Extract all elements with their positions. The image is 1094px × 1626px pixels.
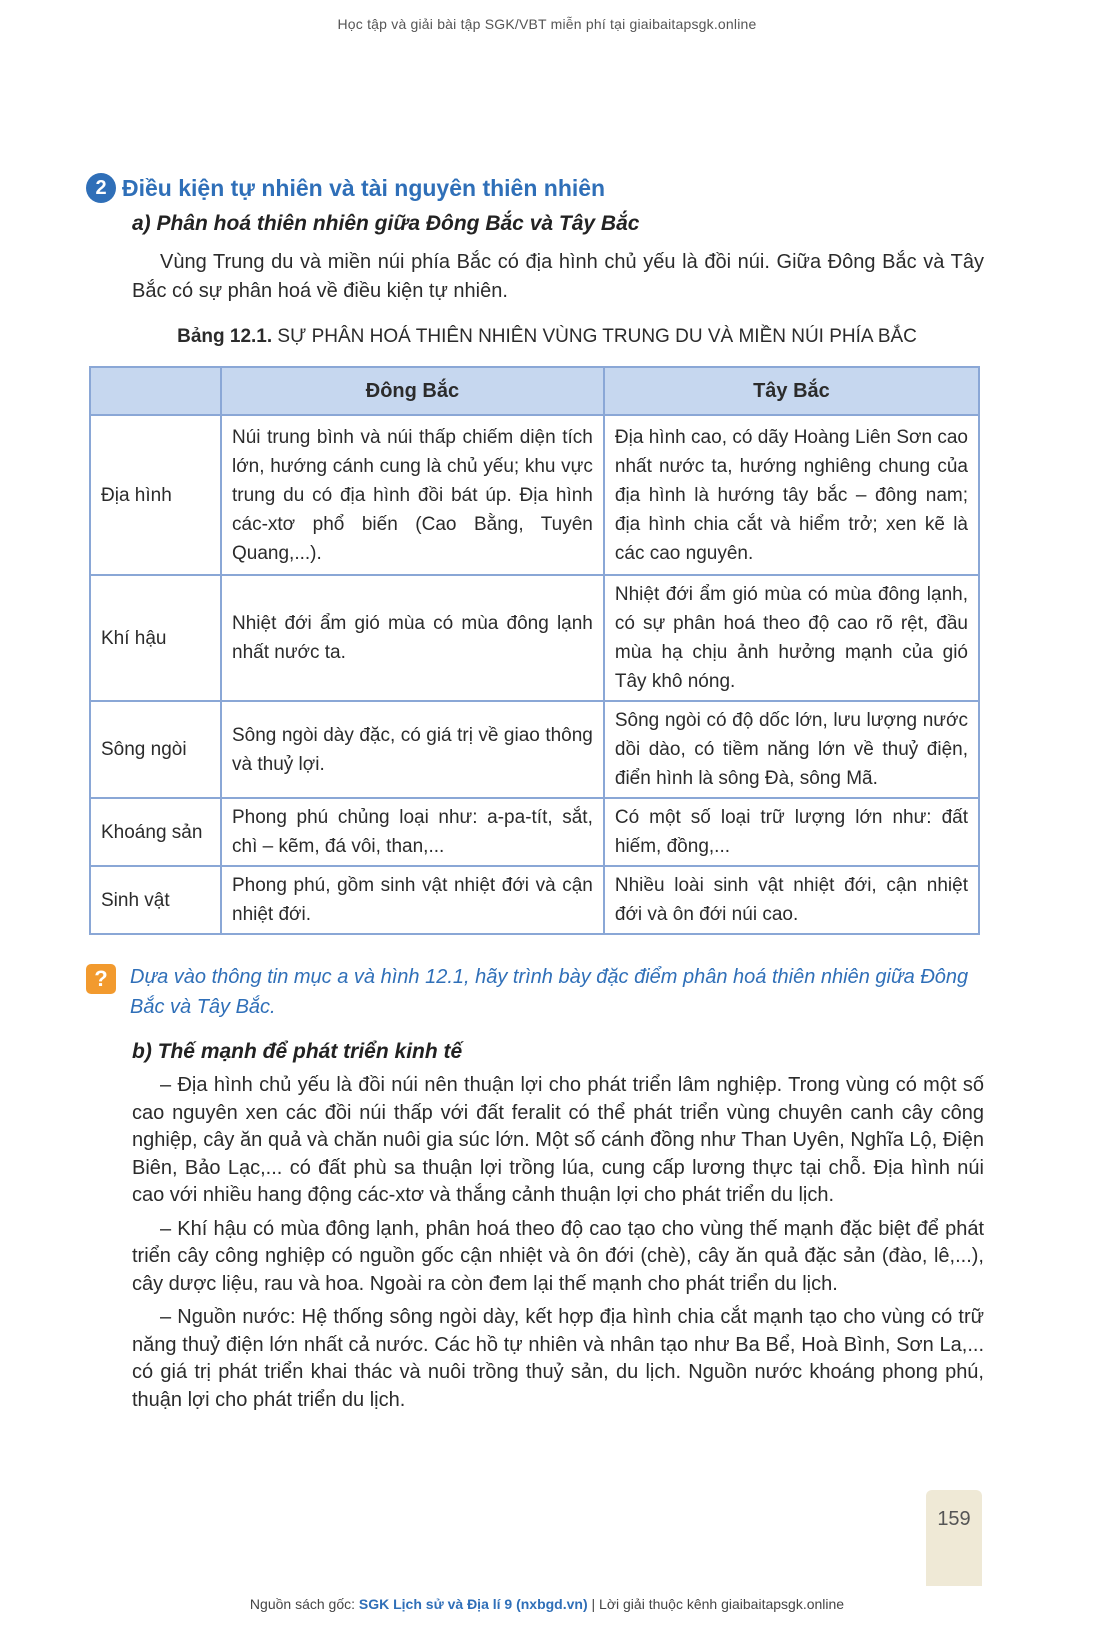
footer-prefix: Nguồn sách gốc: — [249, 1596, 359, 1612]
table-header-dong-bac: Đông Bắc — [221, 367, 604, 415]
strengths-paragraph: – Địa hình chủ yếu là đồi núi nên thuận lợi cho phát triển lâm nghiệp. Trong vùng có một số cao nguyên xen các đồi núi thấp với đất feralit có thể phát triển vùng chuyên canh cây công nghiệp, cây ăn quả và chăn nuôi gia súc lớn. Một số cánh đồng như Than Uyên, Nghĩa Lộ, Điện Biên, Bảo Lạc,... có đất phù sa thuận lợi trồng lúa, cung cấp lương thực tại chỗ. Địa hình núi cao với nhiều hang động các-xtơ và thắng cảnh thuận lợi cho phát triển du lịch. — [132, 1074, 984, 1206]
question-block — [86, 962, 986, 1022]
footer — [0, 1596, 1094, 1612]
table-row — [90, 575, 979, 701]
footer-suffix: | Lời giải thuộc kênh giaibaitapsgk.online — [587, 1596, 845, 1612]
table-row — [90, 701, 979, 798]
subheading-b: b) Thế mạnh để phát triển kinh tế — [132, 1040, 463, 1063]
section-number-badge: 2 — [86, 173, 116, 203]
cell-tay-bac: Sông ngòi có độ dốc lớn, lưu lượng nước dồi dào, có tiềm năng lớn về thuỷ điện, điển hình là sông Đà, sông Mã. — [604, 701, 979, 798]
cell-dong-bac: Phong phú, gồm sinh vật nhiệt đới và cận nhiệt đới. — [221, 866, 604, 934]
cell-dong-bac: Sông ngòi dày đặc, có giá trị về giao thông và thuỷ lợi. — [221, 701, 604, 798]
cell-dong-bac: Núi trung bình và núi thấp chiếm diện tích lớn, hướng cánh cung là chủ yếu; khu vực trung du có địa hình đồi bát úp. Địa hình các-xtơ phổ biến (Cao Bằng, Tuyên Quang,...). — [221, 415, 604, 575]
page-number-tab — [926, 1490, 982, 1586]
table-row — [90, 798, 979, 866]
strengths-paragraph: – Nguồn nước: Hệ thống sông ngòi dày, kết hợp địa hình chia cắt mạnh tạo cho vùng có trữ năng thuỷ điện lớn nhất cả nước. Các hồ tự nhiên và nhân tạo như Ba Bể, Hoà Bình, Sơn La,... có giá trị phát triển khai thác và nuôi trồng thuỷ sản, du lịch. Nguồn nước khoáng phong phú, thuận lợi cho phát triển du lịch. — [132, 1306, 984, 1411]
comparison-table — [89, 366, 980, 935]
row-label: Sông ngòi — [90, 701, 221, 798]
table-caption-number: Bảng 12.1. — [177, 326, 273, 347]
section-header — [86, 170, 986, 206]
cell-tay-bac: Nhiều loài sinh vật nhiệt đới, cận nhiệt đới và ôn đới núi cao. — [604, 866, 979, 934]
page-number: 159 — [937, 1508, 971, 1530]
table-row — [90, 415, 979, 575]
cell-dong-bac: Nhiệt đới ẩm gió mùa có mùa đông lạnh nhất nước ta. — [221, 575, 604, 701]
table-header-empty — [90, 367, 221, 415]
top-note: Học tập và giải bài tập SGK/VBT miễn phí tại giaibaitapsgk.online — [337, 16, 757, 32]
table-caption — [0, 326, 1094, 348]
cell-tay-bac: Nhiệt đới ẩm gió mùa có mùa đông lạnh, có sự phân hoá theo độ cao rõ rệt, đầu mùa hạ chịu ảnh hưởng mạnh của gió Tây khô nóng. — [604, 575, 979, 701]
cell-tay-bac: Địa hình cao, có dãy Hoàng Liên Sơn cao nhất nước ta, hướng nghiêng chung của địa hình là hướng tây bắc – đông nam; địa hình chia cắt và hiểm trở; xen kẽ là các cao nguyên. — [604, 415, 979, 575]
strengths-paragraph: – Khí hậu có mùa đông lạnh, phân hoá theo độ cao tạo cho vùng thế mạnh đặc biệt để phát triển cây công nghiệp có nguồn gốc cận nhiệt và ôn đới (chè), cây ăn quả đặc sản (đào, lê,...), cây dược liệu, rau và hoa. Ngoài ra còn đem lại thế mạnh cho phát triển du lịch. — [132, 1217, 984, 1295]
intro-paragraph: Vùng Trung du và miền núi phía Bắc có địa hình chủ yếu là đồi núi. Giữa Đông Bắc và Tây Bắc có sự phân hoá về điều kiện tự nhiên. — [132, 251, 984, 302]
footer-source-link[interactable]: SGK Lịch sử và Địa lí 9 (nxbgd.vn) — [358, 1596, 588, 1612]
question-icon: ? — [86, 964, 116, 994]
strengths-body — [132, 1072, 984, 1420]
cell-tay-bac: Có một số loại trữ lượng lớn như: đất hiếm, đồng,... — [604, 798, 979, 866]
row-label: Sinh vật — [90, 866, 221, 934]
table-row — [90, 866, 979, 934]
table-caption-text: SỰ PHÂN HOÁ THIÊN NHIÊN VÙNG TRUNG DU VÀ MIỀN NÚI PHÍA BẮC — [272, 326, 917, 347]
question-text: Dựa vào thông tin mục a và hình 12.1, hãy trình bày đặc điểm phân hoá thiên nhiên giữa Đông Bắc và Tây Bắc. — [130, 966, 969, 1018]
row-label: Địa hình — [90, 415, 221, 575]
table-header-row — [90, 367, 979, 415]
section-title: Điều kiện tự nhiên và tài nguyên thiên nhiên — [122, 174, 606, 201]
cell-dong-bac: Phong phú chủng loại như: a-pa-tít, sắt, chì – kẽm, đá vôi, than,... — [221, 798, 604, 866]
row-label: Khí hậu — [90, 575, 221, 701]
table-header-tay-bac: Tây Bắc — [604, 367, 979, 415]
subheading-a: a) Phân hoá thiên nhiên giữa Đông Bắc và Tây Bắc — [132, 212, 640, 235]
row-label: Khoáng sản — [90, 798, 221, 866]
